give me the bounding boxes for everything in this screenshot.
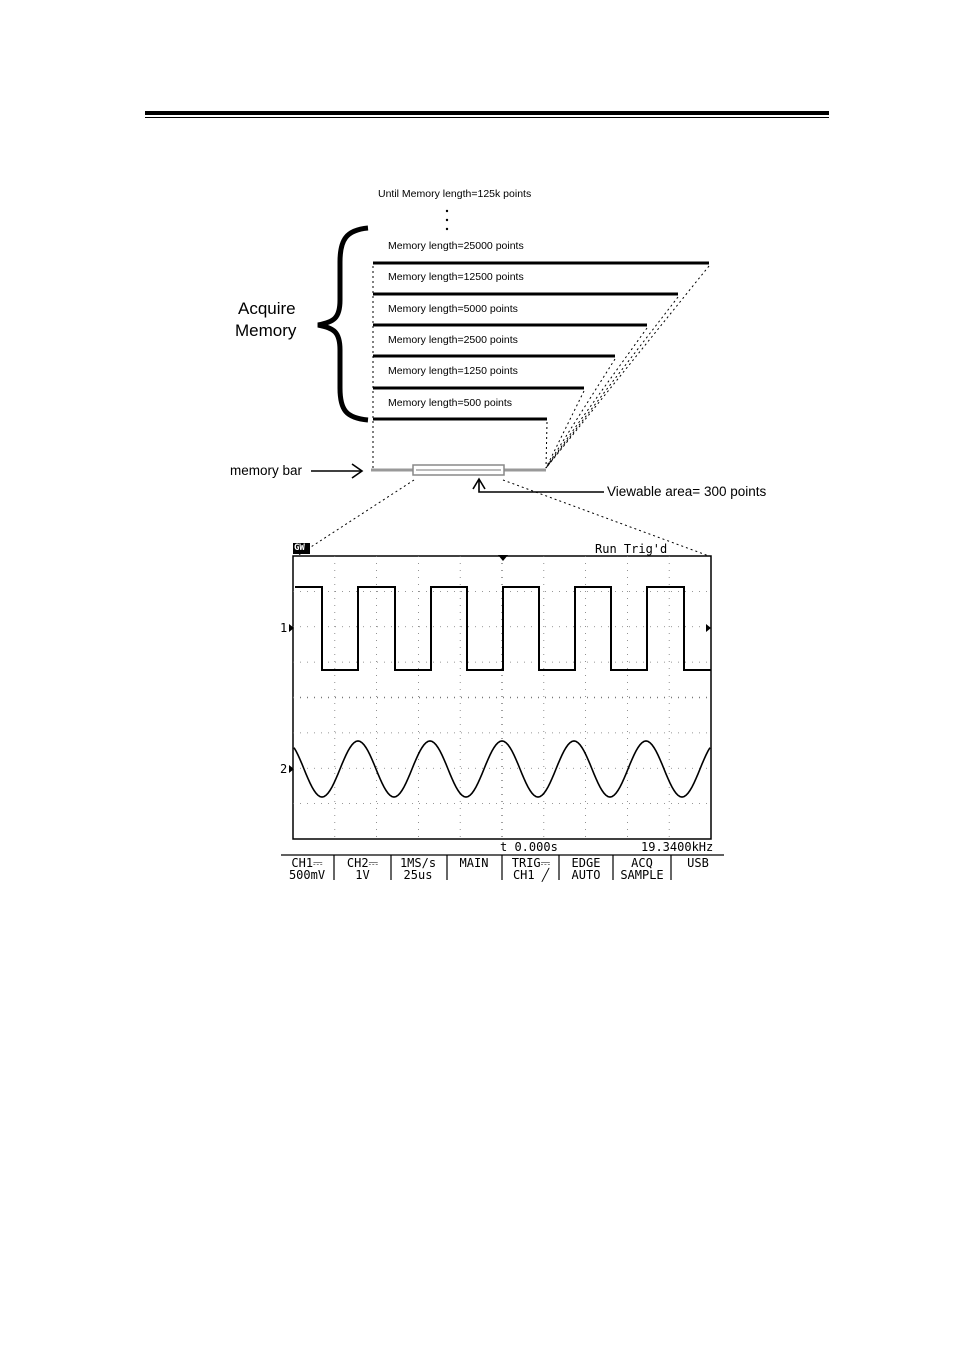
menu-edge-top: EDGE [571,856,601,870]
menu-ch1-top: CH1⎓ [291,856,323,870]
menu-cell-edge[interactable] [560,857,612,881]
menu-cell-usb[interactable] [672,857,724,869]
menu-main-top: MAIN [459,856,489,870]
menu-cell-main[interactable] [448,857,500,869]
menu-cell-acq[interactable] [614,857,670,881]
menu-ch1-bottom: 500mV [288,868,326,882]
acquire-label-line2: Memory [235,321,297,340]
menu-timebase-top: 1MS/s [399,856,437,870]
viewable-area-arrow [473,479,604,492]
menu-edge-bottom: AUTO [571,868,601,882]
menu-ch2-top: CH2⎓ [346,856,379,870]
top-memory-label: Until Memory length=125k points [378,188,532,200]
memory-bar [371,465,546,475]
time-readout: t 0.000s [500,840,558,854]
ch1-label: 1 [280,621,288,635]
menu-usb-top: USB [687,856,709,870]
frequency-readout: 19.3400kHz [641,840,714,854]
memory-level-label-25000: Memory length=25000 points [388,240,524,252]
menu-trig-bottom: CH1 ╱ [512,868,550,882]
gw-logo: GW [294,543,305,553]
menu-acq-top: ACQ [631,856,653,870]
run-status: Run Trig'd [595,542,668,556]
memory-bar-label: memory bar [230,463,303,478]
memory-level-label-5000: Memory length=5000 points [388,303,518,315]
viewable-area-label: Viewable area= 300 points [607,484,767,499]
memory-level-label-500: Memory length=500 points [388,397,513,409]
header-rule [145,111,829,118]
menu-ch2-bottom: 1V [355,868,370,882]
acquire-memory-brace [318,228,368,420]
menu-acq-bottom: SAMPLE [620,868,664,882]
continuation-dots [446,210,448,230]
menu-cell-timebase[interactable] [392,857,444,881]
menu-cell-ch1[interactable] [281,857,333,881]
menu-cell-trig[interactable] [504,857,558,881]
oscilloscope-screen [281,543,724,880]
menu-trig-top: TRIG⎓ [511,856,551,870]
memory-bar-arrow [311,464,362,478]
menu-timebase-bottom: 25us [403,868,433,882]
acquire-label-line1: Acquire [238,299,296,318]
menu-cell-ch2[interactable] [335,857,390,881]
memory-level-label-1250: Memory length=1250 points [388,365,518,377]
ch2-label: 2 [280,762,288,776]
memory-level-label-2500: Memory length=2500 points [388,334,518,346]
memory-level-label-12500: Memory length=12500 points [388,271,524,283]
